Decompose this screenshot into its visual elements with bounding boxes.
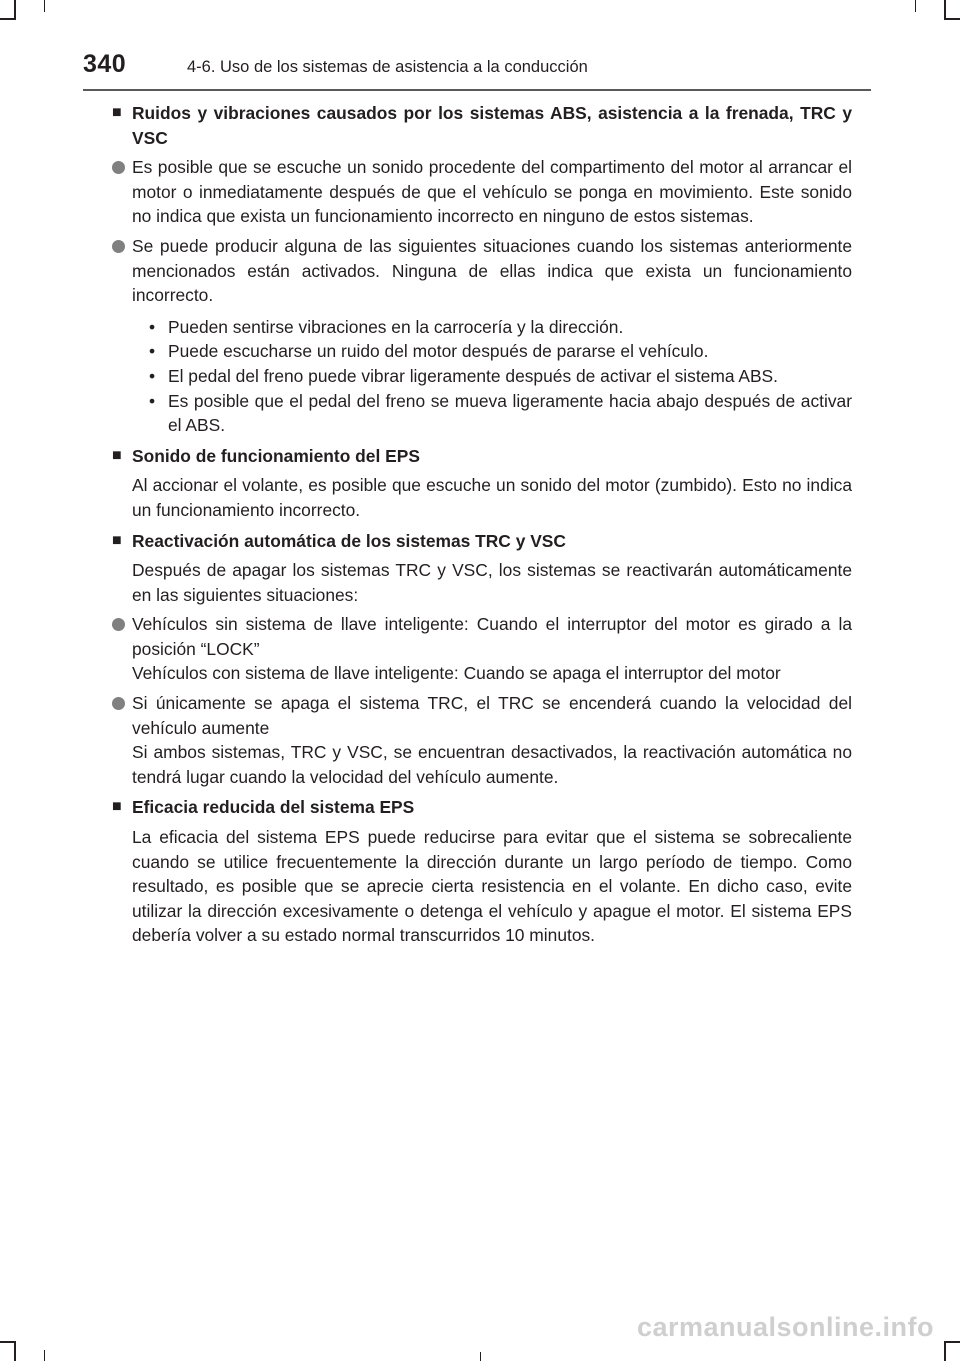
section-paragraph: Al accionar el volante, es posible que escuche un sonido del motor (zumbido). Esto no indica un funcionamiento incorrecto. [132, 475, 852, 520]
watermark: carmanualsonline.info [636, 1312, 934, 1342]
small-dot-icon: • [149, 341, 156, 362]
section-heading-text: Reactivación automática de los sistemas TRC y VSC [132, 530, 566, 551]
section-auto-reactivation [112, 529, 852, 790]
gray-circle-icon [112, 155, 132, 229]
crop-mark [480, 1352, 481, 1361]
sub-list-item [149, 315, 852, 340]
section-eps-reduced [112, 795, 852, 948]
section-heading-text: Eficacia reducida del sistema EPS [132, 797, 415, 818]
section-heading [112, 101, 852, 150]
list-item-text: Si ambos sistemas, TRC y VSC, se encuentran desactivados, la reactivación automática no tendrá lugar cuando la velocidad del vehículo aumente. [132, 742, 852, 787]
section-heading [112, 795, 852, 820]
list-item [112, 612, 852, 686]
header-divider [83, 89, 871, 91]
black-square-icon: ■ [112, 798, 122, 816]
list-item-text: Se puede producir alguna de las siguientes situaciones cuando los sistemas anteriormente mencionados están activados. Ninguna de ellas indica que exista un funcionamiento incorrecto. [132, 235, 852, 306]
gray-circle-icon [112, 234, 132, 308]
section-heading [112, 444, 852, 469]
sub-list [149, 315, 852, 438]
page-number: 340 [83, 50, 127, 78]
crop-mark [944, 1341, 946, 1361]
section-heading-text: Sonido de funcionamiento del EPS [132, 445, 420, 466]
crop-mark [0, 1341, 16, 1343]
section-eps-sound [112, 444, 852, 523]
small-dot-icon: • [149, 365, 156, 386]
page-content [112, 101, 852, 954]
section-heading [112, 529, 852, 554]
list-item [112, 155, 852, 229]
black-square-icon: ■ [112, 104, 122, 121]
section-abs-noise [112, 101, 852, 438]
sub-list-item [149, 389, 852, 438]
gray-circle-icon [112, 691, 132, 789]
black-square-icon: ■ [112, 531, 122, 549]
black-square-icon: ■ [112, 446, 122, 464]
section-title: 4-6. Uso de los sistemas de asistencia a la conducción [187, 58, 588, 76]
crop-mark [14, 1341, 16, 1361]
crop-mark [44, 1350, 45, 1361]
small-dot-icon: • [149, 390, 156, 411]
section-paragraph: Después de apagar los sistemas TRC y VSC, los sistemas se reactivarán automáticamente en las siguientes situaciones: [132, 560, 852, 605]
list-item-text: Si únicamente se apaga el sistema TRC, el TRC se encenderá cuando la velocidad del vehículo aumente [132, 693, 852, 738]
sub-list-item-text: Puede escucharse un ruido del motor después de pararse el vehículo. [168, 341, 709, 362]
section-heading-text: Ruidos y vibraciones causados por los sistemas ABS, asistencia a la frenada, TRC y VSC [132, 103, 852, 148]
small-dot-icon: • [149, 316, 156, 337]
list-item-text: Vehículos con sistema de llave inteligente: Cuando se apaga el interruptor del motor [132, 663, 781, 684]
list-item [112, 691, 852, 789]
sub-list-item-text: Es posible que el pedal del freno se mueva ligeramente hacia abajo después de activar el ABS. [168, 390, 852, 436]
page-header [0, 0, 960, 92]
section-paragraph: La eficacia del sistema EPS puede reducirse para evitar que el sistema se sobrecaliente cuando se utilice frecuentemente la dirección durante un largo período de tiempo. Como resultado, es posible que se aprecie cierta resistencia en el volante. En dicho caso, evite utilizar la dirección excesivamente o detenga el vehículo y apague el motor. El sistema EPS debería volver a su estado normal transcurridos 10 minutos. [132, 827, 852, 946]
list-item-text: Es posible que se escuche un sonido procedente del compartimento del motor al arrancar el motor o inmediatamente después de que el vehículo se ponga en movimiento. Este sonido no indica que exista un funcionamiento incorrecto en ninguno de estos sistemas. [132, 157, 852, 227]
sub-list-item-text: El pedal del freno puede vibrar ligeramente después de activar el sistema ABS. [168, 365, 778, 386]
sub-list-item [149, 364, 852, 389]
sub-list-item-text: Pueden sentirse vibraciones en la carrocería y la dirección. [168, 316, 624, 337]
crop-mark [944, 1341, 960, 1343]
sub-list-item [149, 339, 852, 364]
list-item-text: Vehículos sin sistema de llave inteligente: Cuando el interruptor del motor es girado a la posición “LOCK” [132, 614, 852, 659]
list-item [112, 234, 852, 308]
gray-circle-icon [112, 612, 132, 686]
